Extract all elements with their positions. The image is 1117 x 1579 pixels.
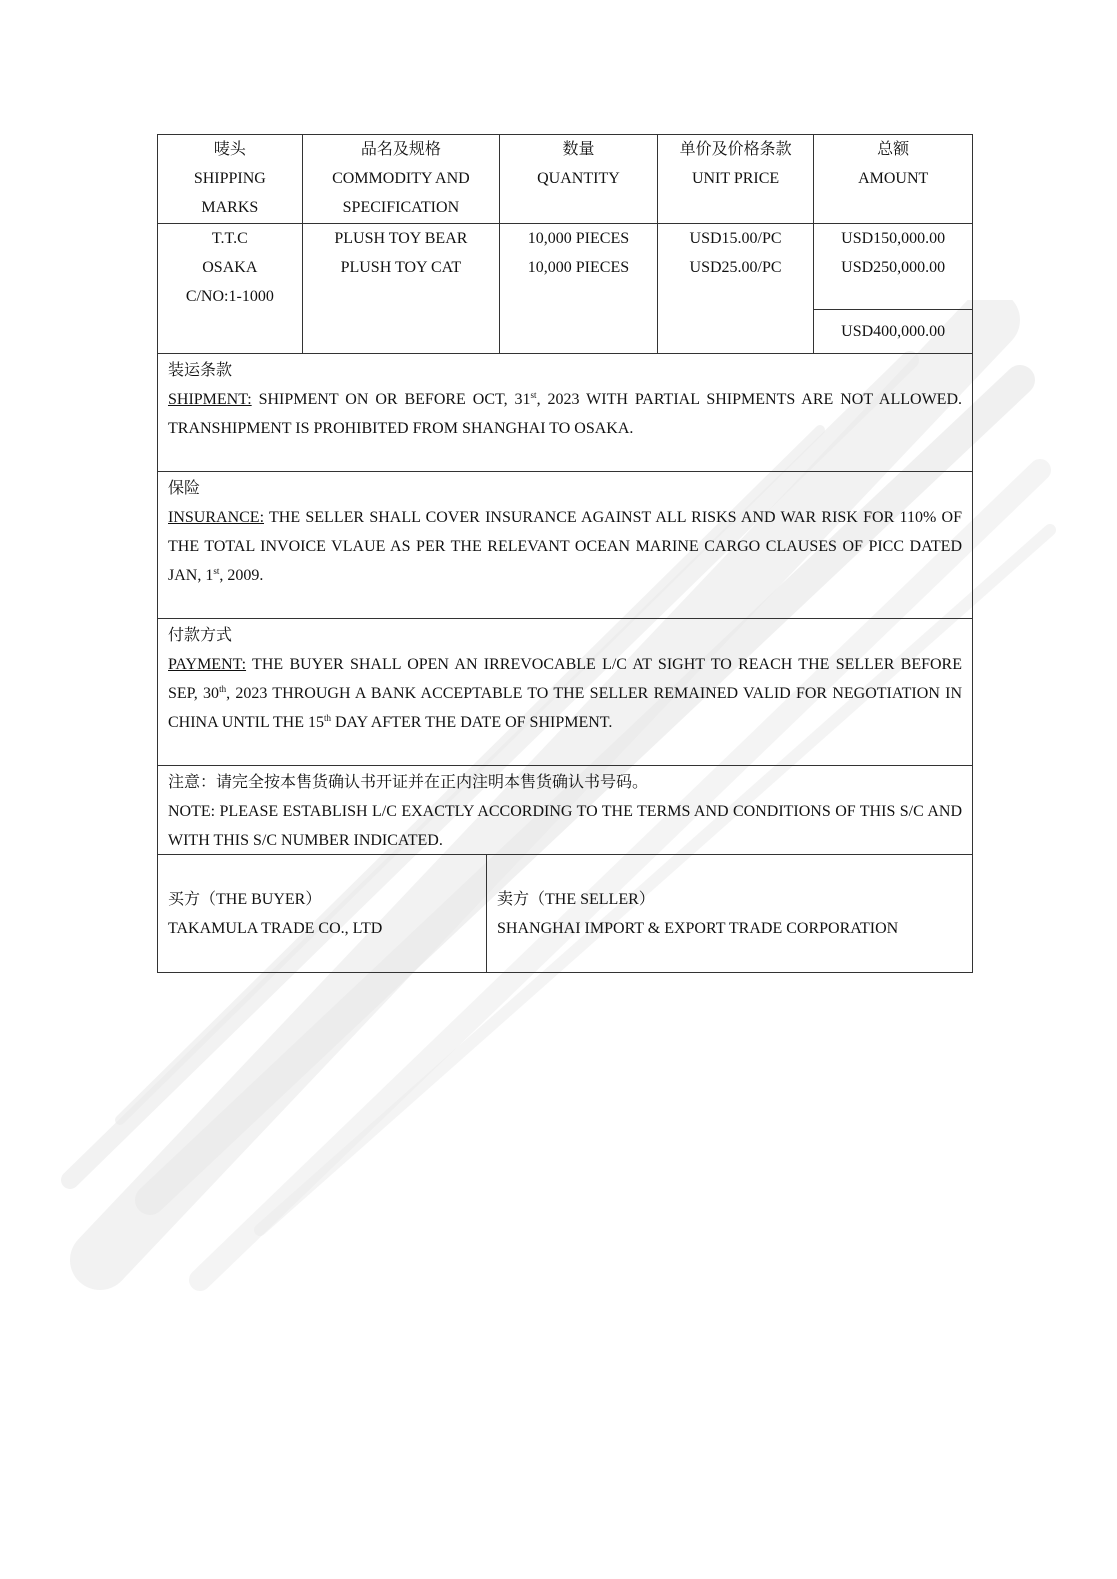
header-shipping-marks: 唛头 SHIPPING MARKS: [158, 135, 303, 223]
shipping-marks-cell: T.T.C OSAKA C/NO:1-1000: [158, 224, 303, 353]
insurance-clause: [158, 472, 972, 619]
signature-row: [158, 855, 972, 972]
payment-label: PAYMENT:: [168, 656, 247, 673]
sales-contract-table: [157, 134, 973, 973]
insurance-text: INSURANCE: THE SELLER SHALL COVER INSURANCE AGAINST ALL RISKS AND WAR RISK FOR 110% OF THE TOTAL INVOICE VLAUE AS PER THE RELEVANT OCEAN MARINE CARGO CLAUSES OF PICC DATED JAN, 1st, 2009.: [168, 509, 962, 584]
shipment-text: SHIPMENT: SHIPMENT ON OR BEFORE OCT, 31st, 2023 WITH PARTIAL SHIPMENTS ARE NOT ALLOWED. TRANSHIPMENT IS PROHIBITED FROM SHANGHAI TO OSAKA.: [168, 390, 962, 437]
seller-label: 卖方（THE SELLER）: [497, 891, 655, 908]
item-amounts: USD150,000.00 USD250,000.00: [814, 224, 972, 310]
note-clause-body: [158, 766, 972, 854]
note-text-en: NOTE: PLEASE ESTABLISH L/C EXACTLY ACCORDING TO THE TERMS AND CONDITIONS OF THIS S/C AND WITH THIS S/C NUMBER INDICATED.: [168, 803, 962, 849]
quantity-cell: 10,000 PIECES 10,000 PIECES: [500, 224, 658, 353]
unit-price-cell: USD15.00/PC USD25.00/PC: [658, 224, 815, 353]
seller-name: SHANGHAI IMPORT & EXPORT TRADE CORPORATION: [497, 920, 899, 937]
payment-clause: [158, 619, 972, 766]
buyer-label: 买方（THE BUYER）: [168, 891, 322, 908]
total-amount: USD400,000.00: [841, 323, 946, 340]
header-commodity: 品名及规格 COMMODITY AND SPECIFICATION: [303, 135, 501, 223]
header-amount: 总额 AMOUNT: [858, 141, 929, 187]
note-clause: [158, 766, 972, 855]
note-text-cn: 注意：请完全按本售货确认书开证并在正内注明本售货确认书号码。: [168, 774, 649, 791]
goods-row: [158, 224, 972, 354]
header-unit-price: 单价及价格条款 UNIT PRICE: [658, 135, 815, 223]
payment-text: PAYMENT: THE BUYER SHALL OPEN AN IRREVOCABLE L/C AT SIGHT TO REACH THE SELLER BEFORE SEP, 30th, 2023 THROUGH A BANK ACCEPTABLE TO THE SELLER REMAINED VALID FOR NEGOTIATION IN CHINA UNTIL THE 15th DAY AFTER THE DATE OF SHIPMENT.: [168, 656, 963, 731]
commodity-cell: PLUSH TOY BEAR PLUSH TOY CAT: [303, 224, 501, 353]
buyer-block: [158, 855, 487, 972]
insurance-clause-body: [158, 472, 972, 618]
header-quantity: 数量 QUANTITY: [500, 135, 658, 223]
amount-cell: [814, 224, 972, 353]
shipment-title: 装运条款: [168, 362, 233, 379]
table-header-row: [158, 135, 972, 224]
insurance-label: INSURANCE:: [168, 509, 265, 526]
insurance-title: 保险: [168, 480, 201, 497]
shipment-label: SHIPMENT:: [168, 391, 252, 408]
payment-clause-body: [158, 619, 972, 765]
payment-title: 付款方式: [168, 627, 233, 644]
shipment-clause-body: [158, 354, 972, 471]
seller-block: [487, 855, 972, 972]
shipment-clause: [158, 354, 972, 472]
buyer-name: TAKAMULA TRADE CO., LTD: [168, 920, 383, 937]
